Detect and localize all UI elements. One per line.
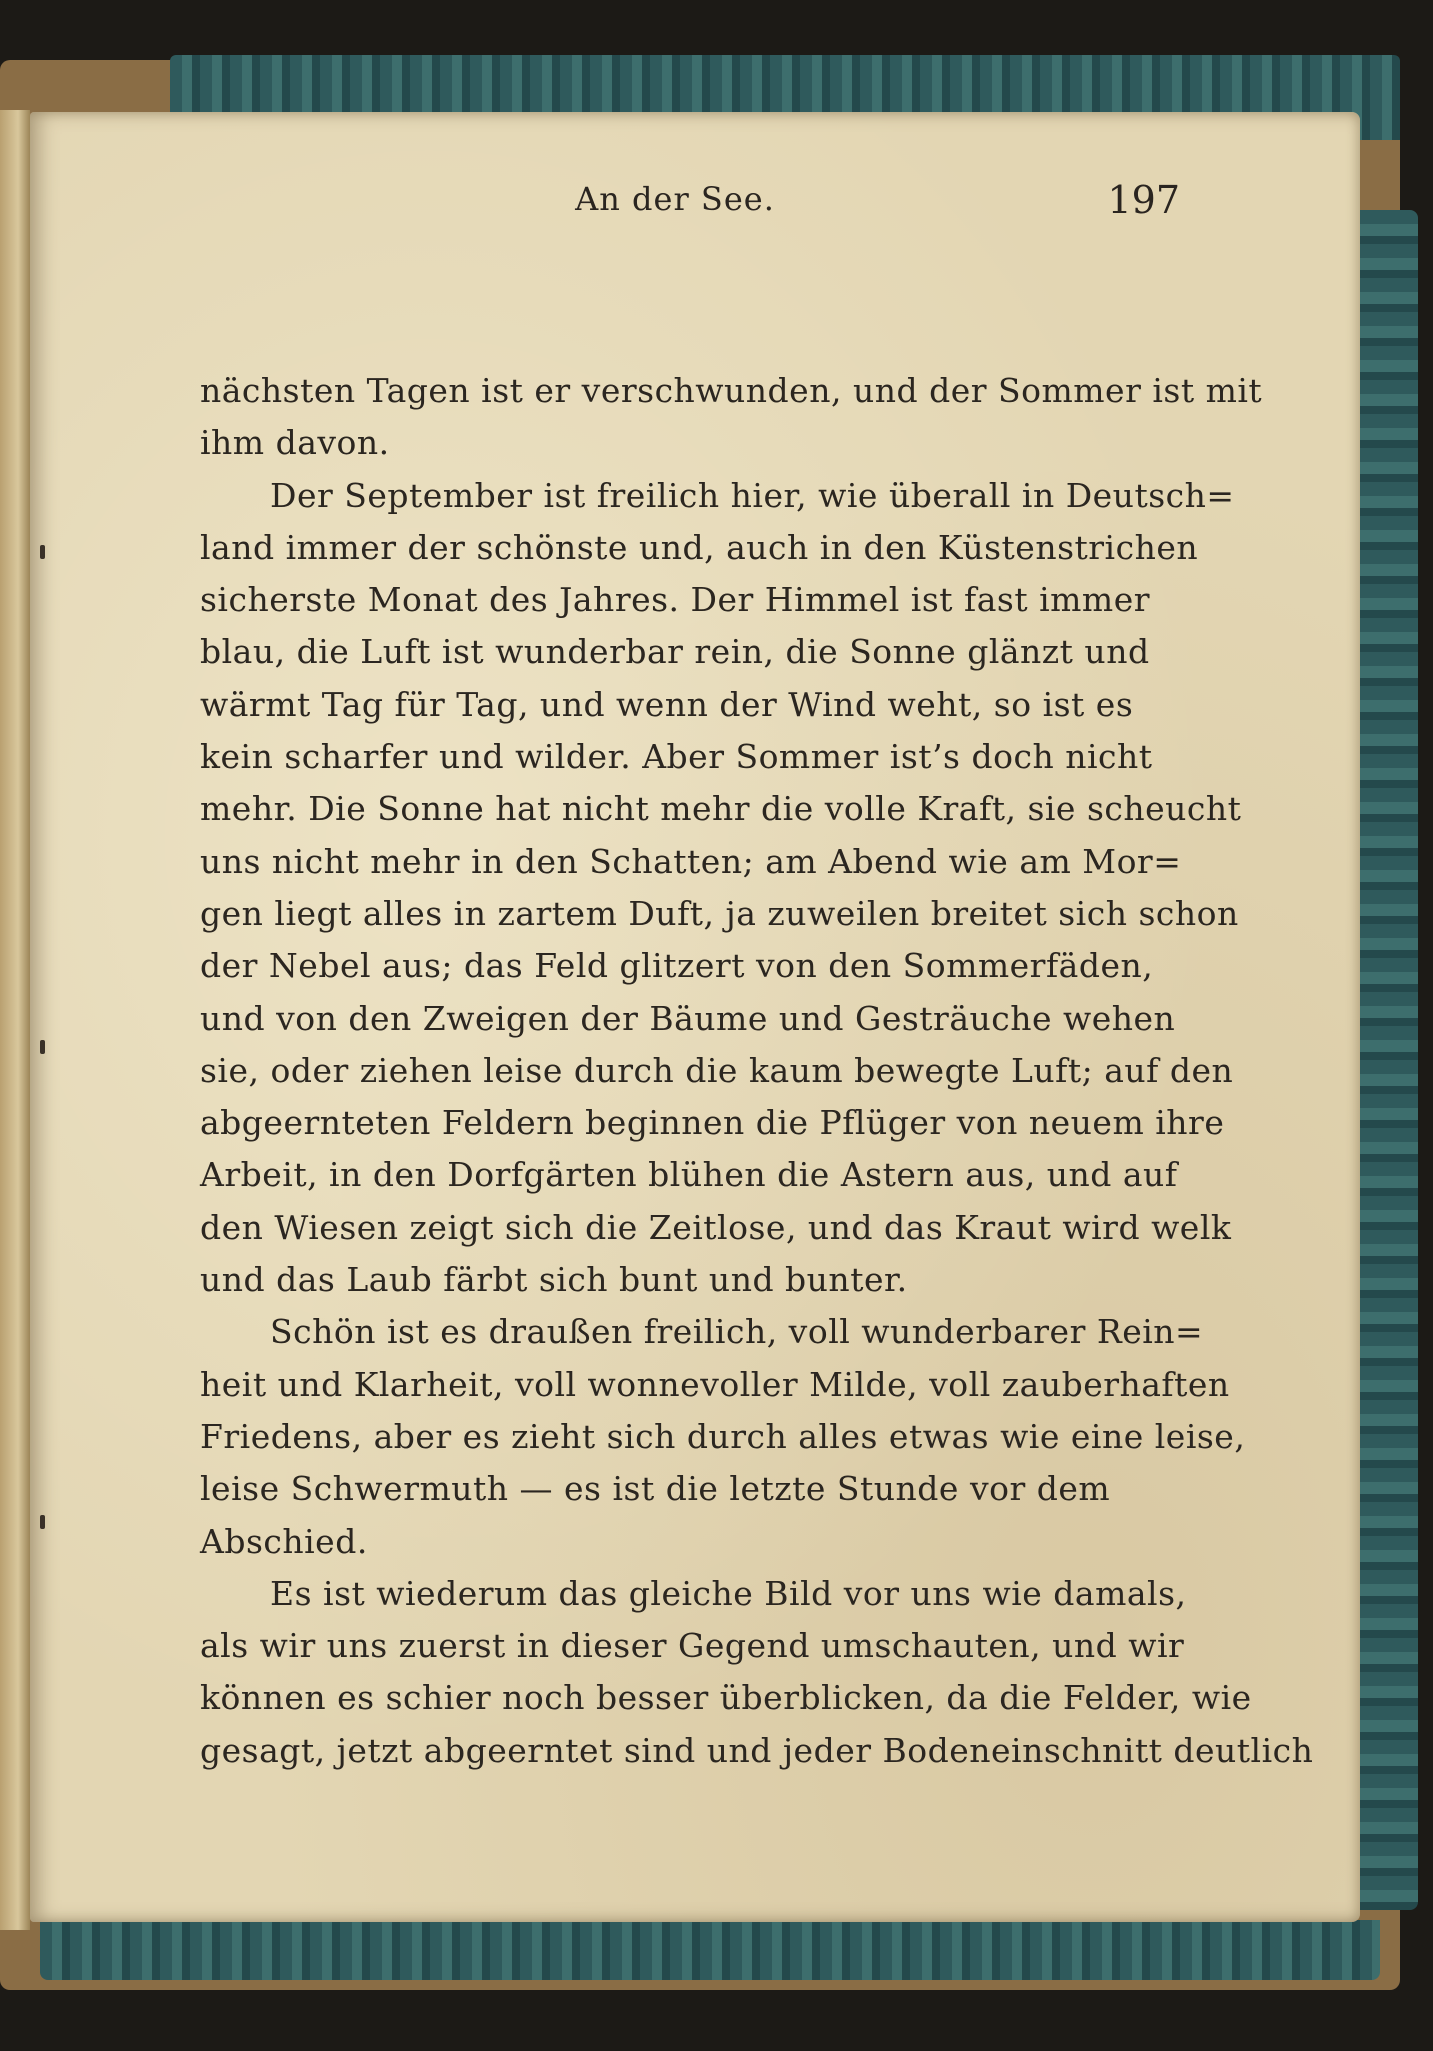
page-header [170, 180, 1180, 240]
text-line: Abschied. [200, 1521, 368, 1561]
text-line: gen liegt alles in zartem Duft, ja zuweilen breitet sich schon [200, 893, 1239, 933]
text-line: blau, die Luft ist wunderbar rein, die Sonne glänzt und [200, 632, 1150, 672]
text-line: Es ist wiederum das gleiche Bild vor uns wie damals, [270, 1573, 1187, 1613]
text-line: Arbeit, in den Dorfgärten blühen die Astern aus, und auf [200, 1155, 1178, 1195]
text-line: und von den Zweigen der Bäume und Gesträuche wehen [200, 998, 1176, 1038]
text-line: Der September ist freilich hier, wie überall in Deutsch= [270, 475, 1235, 515]
text-line: ihm davon. [200, 423, 390, 463]
page-number: 197 [1107, 178, 1180, 222]
text-line: der Nebel aus; das Feld glitzert von den Sommerfäden, [200, 946, 1154, 986]
text-line: kein scharfer und wilder. Aber Sommer ist’s doch nicht [200, 737, 1153, 777]
text-line: können es schier noch besser überblicken, da die Felder, wie [200, 1678, 1252, 1718]
text-line: sicherste Monat des Jahres. Der Himmel ist fast immer [200, 580, 1151, 620]
cover-cloth-right [1358, 210, 1418, 1910]
text-line: den Wiesen zeigt sich die Zeitlose, und das Kraut wird welk [200, 1207, 1232, 1247]
text-line: abgeernteten Feldern beginnen die Pflüger von neuem ihre [200, 1103, 1225, 1143]
text-line: und das Laub färbt sich bunt und bunter. [200, 1260, 908, 1300]
margin-mark [40, 1040, 45, 1054]
text-line: sie, oder ziehen leise durch die kaum bewegte Luft; auf den [200, 1050, 1234, 1090]
text-line: Schön ist es draußen freilich, voll wunderbarer Rein= [270, 1312, 1204, 1352]
text-line: gesagt, jetzt abgeerntet sind und jeder Bodeneinschnitt deutlich [200, 1730, 1314, 1770]
margin-mark [40, 545, 45, 559]
text-line: land immer der schönste und, auch in den Küstenstrichen [200, 527, 1199, 567]
text-line: heit und Klarheit, voll wonnevoller Milde, voll zauberhaften [200, 1364, 1230, 1404]
text-line: uns nicht mehr in den Schatten; am Abend wie am Mor= [200, 841, 1182, 881]
body-text [200, 365, 1314, 1777]
text-line: nächsten Tagen ist er verschwunden, und der Sommer ist mit [200, 371, 1263, 410]
text-line: leise Schwermuth — es ist die letzte Stunde vor dem [200, 1469, 1111, 1509]
cover-cloth-bottom [40, 1920, 1380, 1980]
facing-page-edge [0, 110, 30, 1930]
margin-mark [40, 1515, 45, 1529]
text-line: wärmt Tag für Tag, und wenn der Wind weht, so ist es [200, 684, 1134, 724]
text-line: als wir uns zuerst in dieser Gegend umschauten, und wir [200, 1626, 1185, 1666]
running-title: An der See. [575, 180, 775, 218]
text-line: Friedens, aber es zieht sich durch alles etwas wie eine leise, [200, 1416, 1246, 1456]
text-line: mehr. Die Sonne hat nicht mehr die volle Kraft, sie scheucht [200, 789, 1242, 829]
